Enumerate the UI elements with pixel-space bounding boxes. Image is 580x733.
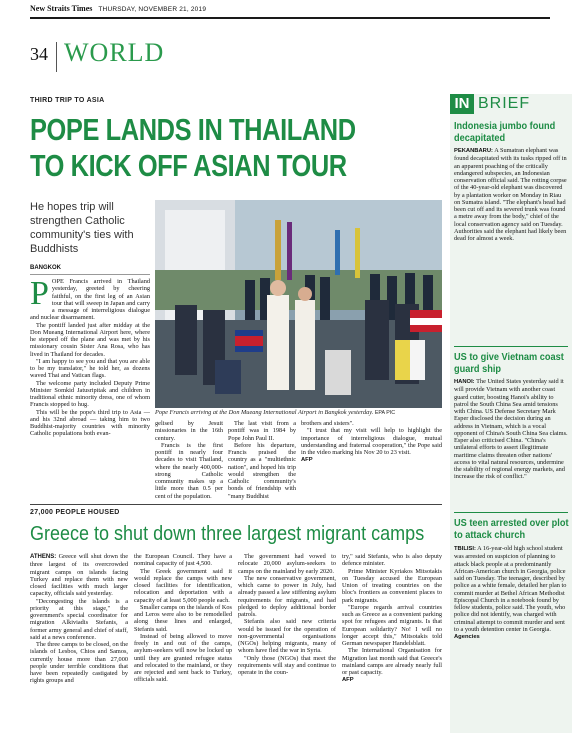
brief-3-dateline: TBILISI: bbox=[454, 546, 476, 552]
masthead bbox=[30, 4, 550, 18]
brief-1-dateline: PEKANBARU: bbox=[454, 148, 493, 154]
lead-kicker: THIRD TRIP TO ASIA bbox=[30, 97, 105, 104]
section-title: WORLD bbox=[64, 38, 165, 67]
brief-2-body: HANOI: The United States yesterday said it will provide Vietnam with another coast guard cutter, boosting Hanoi's ability to patrol the South China Sea amid tensions with China. US Defense Secretary Mark Esper disclosed the decision during an address in Vietnam, which is a vocal opponent of China's South China Sea claims. Esper also criticised China. "China's unilateral efforts to assert illegitimate maritime claims threaten other nations' access to vital natural resources, undermine the stability of regional energy markets, and increase the risk of conflict." bbox=[454, 378, 568, 481]
brief-3-headline: US teen arrested over plot to attack church bbox=[454, 518, 569, 541]
publication-name: New Straits Times bbox=[30, 4, 93, 13]
brief-3-agency: Agencies bbox=[454, 634, 480, 640]
lead-headline-line-2: TO KICK OFF ASIAN TOUR bbox=[30, 148, 347, 183]
dateline-rule bbox=[30, 274, 150, 275]
lead-column-4: brothers and sisters". "I trust that my visit will help to highlight the importance of interreligious dialogue, mutual understanding and fraternal cooperation," the Pope said in the video marking his Nov 20 to 23 visit. AFP bbox=[301, 420, 442, 464]
publication-date: THURSDAY, NOVEMBER 21, 2019 bbox=[98, 6, 207, 13]
section-divider bbox=[30, 504, 442, 505]
lead-headline-line-1: POPE LANDS IN THAILAND bbox=[30, 112, 356, 147]
photo-caption: Pope Francis arriving at the Don Mueang International Airport in Bangkok yesterday. EPA PIC bbox=[155, 409, 396, 416]
lead-headline bbox=[30, 112, 440, 184]
lead-deck: He hopes trip will strengthen Catholic community's ties with Buddhists bbox=[30, 201, 134, 255]
second-kicker: 27,000 PEOPLE HOUSED bbox=[30, 509, 120, 516]
lead-column-2: gelised by Jesuit missionaries in the 16th century. Francis is the first pontiff in nearly four decades to visit Thailand, where the nearly 400,000-strong Catholic community makes up a little more than 0.5 per cent of the population. bbox=[155, 420, 223, 500]
second-agency: AFP bbox=[342, 677, 354, 684]
second-column-2: the European Council. They have a nominal capacity of just 4,500. The Greek government said it would replace the camps with new closed facilities for identification, relocation and deportation with a capacity of at least 5,000 people each. Smaller camps on the islands of Kos and Leros were also to be remodelled along these lines and enlarged, Stefanis said. Instead of being allowed to move freely in and out of the camps, asylum-seekers will now be locked up until they are granted refugee status and relocated to the mainland, or they are rejected and sent back to Turkey, officials said. bbox=[134, 553, 232, 684]
brief-rule-1 bbox=[454, 346, 568, 347]
brief-3-body: TBILISI: A 16-year-old high school student was arrested on suspicion of planning to attack black people at a predominantly African-American church in Georgia, police said on Tuesday. The teenager, described by police as a white female, detailed her plan to commit murder at Bethel African Methodist Episcopal Church in a notebook found by fellow students, police said. The youth, who police did not identify, was charged with criminal attempt to commit murder and sent to a youth detention center in Georgia. Agencies bbox=[454, 545, 567, 640]
lead-column-1: POPE Francis arrived in Thailand yesterday, greeted by cheering faithful, on the first leg of an Asian tour that will sweep in Japan and carry a message of interreligious dialogue and nuclear disarmament. The pontiff landed just after midday at the Don Mueang International Airport here, where he stepped off the plane and was met by his missionary cousin Sister Ana Rosa, who has lived in Thailand for decades. "I am happy to see you and that you are able to be my translator," he told her, as dozens waved Thai and Vatican flags. The welcome party included Deputy Prime Minister Somkid Jatusripitak and children in traditional ethnic minority dress, one of whom Francis stopped to hug. This will be the pope's third trip to Asia — and his 32nd abroad — taking him to two Buddhist-majority countries with minority Catholic populations both evan- bbox=[30, 278, 150, 438]
lead-column-3: The last visit from a pontiff was in 1984 by Pope John Paul II. Before his departure, Francis praised the country as a "multiethnic nation", and hoped his trip would strengthen the Catholic community's bonds of friendship with "many Buddhist bbox=[228, 420, 296, 500]
second-column-3: The government had vowed to relocate 20,000 asylum-seekers to camps on the mainland by early 2020. The new conservative government, which came to power in July, had already passed a law stiffening asylum requirements for migrants, and had pledged to deploy additional border patrols. Stefanis also said new criteria would be issued for the operation of non-governmental organisations (NGOs) helping migrants, many of whom have fled the war in Syria. "Only those (NGOs) that meet the requirements will stay and continue to operate in the coun- bbox=[238, 553, 336, 676]
in-brief-label bbox=[450, 94, 572, 114]
photo-illustration bbox=[155, 200, 442, 408]
second-column-1: ATHENS: Greece will shut down the three largest of its overcrowded migrant camps on islands facing Turkey and replace them with new closed facilities with much larger capacity, officials said yesterday. "Decongesting the islands is a priority at this stage," the government's special coordinator for migration Alkiviadis Stefanis, a former army general and chief of staff, said at a news conference. The three camps to be closed, on the islands of Lesbos, Chios and Samos, currently house more than 27,000 people under terrible conditions that have been repeatedly castigated by rights groups and bbox=[30, 553, 128, 685]
lead-photo bbox=[155, 200, 442, 408]
drop-cap: P bbox=[30, 278, 49, 312]
second-dateline: ATHENS: bbox=[30, 554, 57, 560]
page-number: 34 bbox=[30, 44, 48, 64]
photo-credit: EPA PIC bbox=[374, 410, 396, 416]
second-headline: Greece to shut down three largest migrant camps bbox=[30, 523, 425, 545]
in-brief-label-in: IN bbox=[450, 94, 474, 114]
brief-2-headline: US to give Vietnam coast guard ship bbox=[454, 352, 564, 375]
brief-2-dateline: HANOI: bbox=[454, 379, 475, 385]
brief-1-body: PEKANBARU: A Sumatran elephant was found decapitated with its tusks ripped off in an apparent poaching of the critically endangered subspecies, an Indonesian conservation official said. The rotting corpse of the 40-year-old elephant was discovered by a plantation worker on Monday in Riau on Sumatra island. "The elephant's head had been cut off and its severed trunk was found a metre away from the body," chief of the local conservation agency said on Tuesday. Authorities said the elephant had likely been dead for almost a week. bbox=[454, 147, 567, 242]
brief-rule-2 bbox=[454, 512, 568, 513]
in-brief-label-brief: BRIEF bbox=[478, 95, 531, 112]
lead-dateline: BANGKOK bbox=[30, 265, 61, 271]
lead-agency: AFP bbox=[301, 457, 313, 464]
masthead-rule bbox=[30, 17, 550, 19]
second-column-4: try," said Stefanis, who is also deputy defence minister. Prime Minister Kyriakos Mitsotakis on Tuesday accused the European Union of treating countries on the bloc's frontiers as convenient places to park migrants. "Europe regards arrival countries such as Greece as a convenient parking spot for refugees and migrants. Is that European solidarity? No! I will no longer accept this," Mitsotakis told German newspaper Handelsblatt. The International Organisation for Migration last month said that Greece's mainland camps are already nearly full or past capacity. AFP bbox=[342, 553, 442, 684]
brief-1-headline: Indonesia jumbo found decapitated bbox=[454, 121, 556, 144]
page-number-divider bbox=[56, 42, 57, 72]
